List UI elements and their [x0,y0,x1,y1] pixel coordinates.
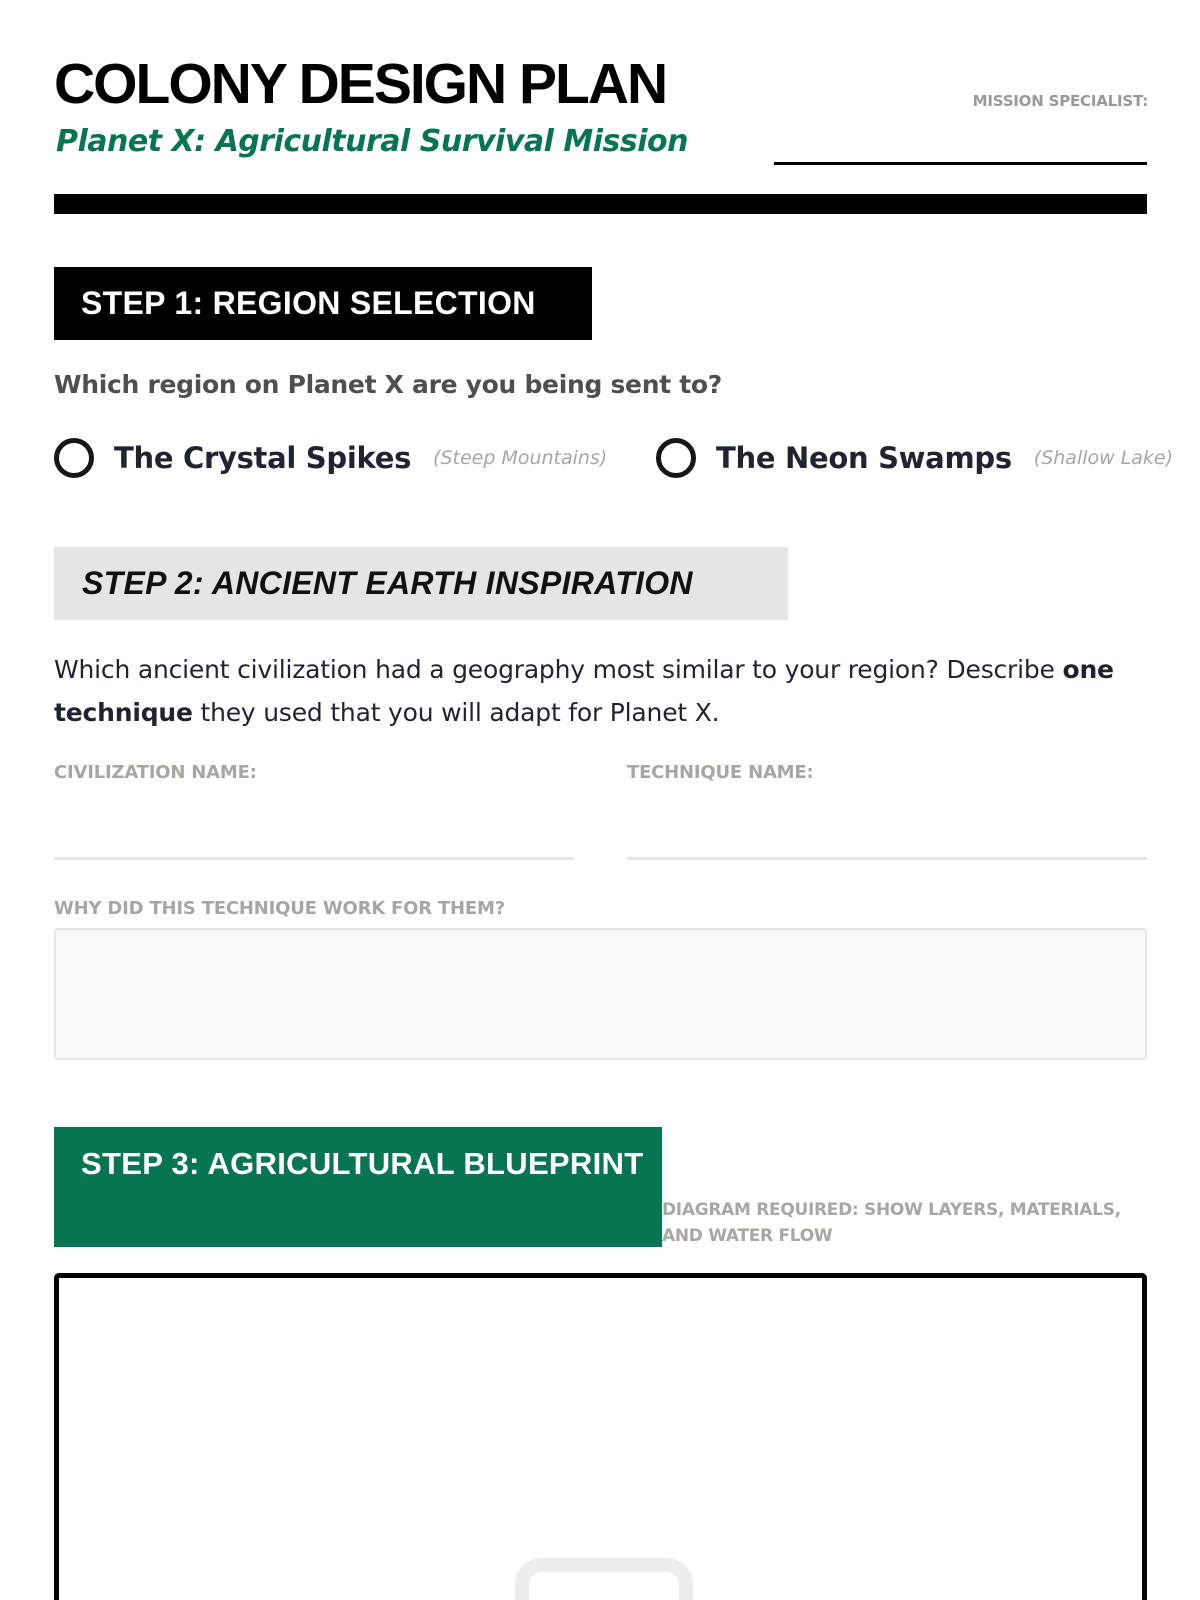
mission-specialist-label: MISSION SPECIALIST: [972,92,1148,110]
region-option-label: The Crystal Spikes [114,441,412,475]
image-placeholder-icon [515,1558,693,1600]
page-title: COLONY DESIGN PLAN [54,52,667,116]
diagram-requirement-note: DIAGRAM REQUIRED: SHOW LAYERS, MATERIALS, AND WATER FLOW [662,1200,1121,1246]
region-option-crystal-spikes[interactable] [54,436,607,480]
step2-prompt [54,648,1154,734]
prompt-text: they used that you will adapt for Planet X. [192,698,720,727]
step1-heading: STEP 1: REGION SELECTION [54,267,592,340]
radio-button[interactable] [54,438,94,478]
civilization-name-label: CIVILIZATION NAME: [54,762,257,783]
step2-heading: STEP 2: ANCIENT EARTH INSPIRATION [54,547,788,620]
region-question: Which region on Planet X are you being sent to? [54,370,722,399]
region-option-label: The Neon Swamps [716,441,1012,475]
prompt-text: Which ancient civilization had a geography most similar to your region? Describe [54,655,1063,684]
step3-heading: STEP 3: AGRICULTURAL BLUEPRINT [54,1127,662,1247]
region-option-hint: (Steep Mountains) [433,447,608,469]
civilization-name-input[interactable] [54,857,574,860]
radio-button[interactable] [656,438,696,478]
region-option-hint: (Shallow Lake) [1033,447,1174,469]
page-subtitle: Planet X: Agricultural Survival Mission [56,124,688,159]
why-technique-textarea[interactable] [54,928,1147,1060]
blueprint-drawing-area[interactable] [54,1273,1147,1600]
technique-name-input[interactable] [627,857,1147,860]
mission-specialist-field[interactable] [774,162,1147,165]
header-divider [54,194,1147,214]
prompt-emphasis: one technique [54,655,1114,727]
technique-name-label: TECHNIQUE NAME: [627,762,814,783]
why-technique-label: WHY DID THIS TECHNIQUE WORK FOR THEM? [54,898,505,919]
region-option-neon-swamps[interactable] [656,436,1173,480]
